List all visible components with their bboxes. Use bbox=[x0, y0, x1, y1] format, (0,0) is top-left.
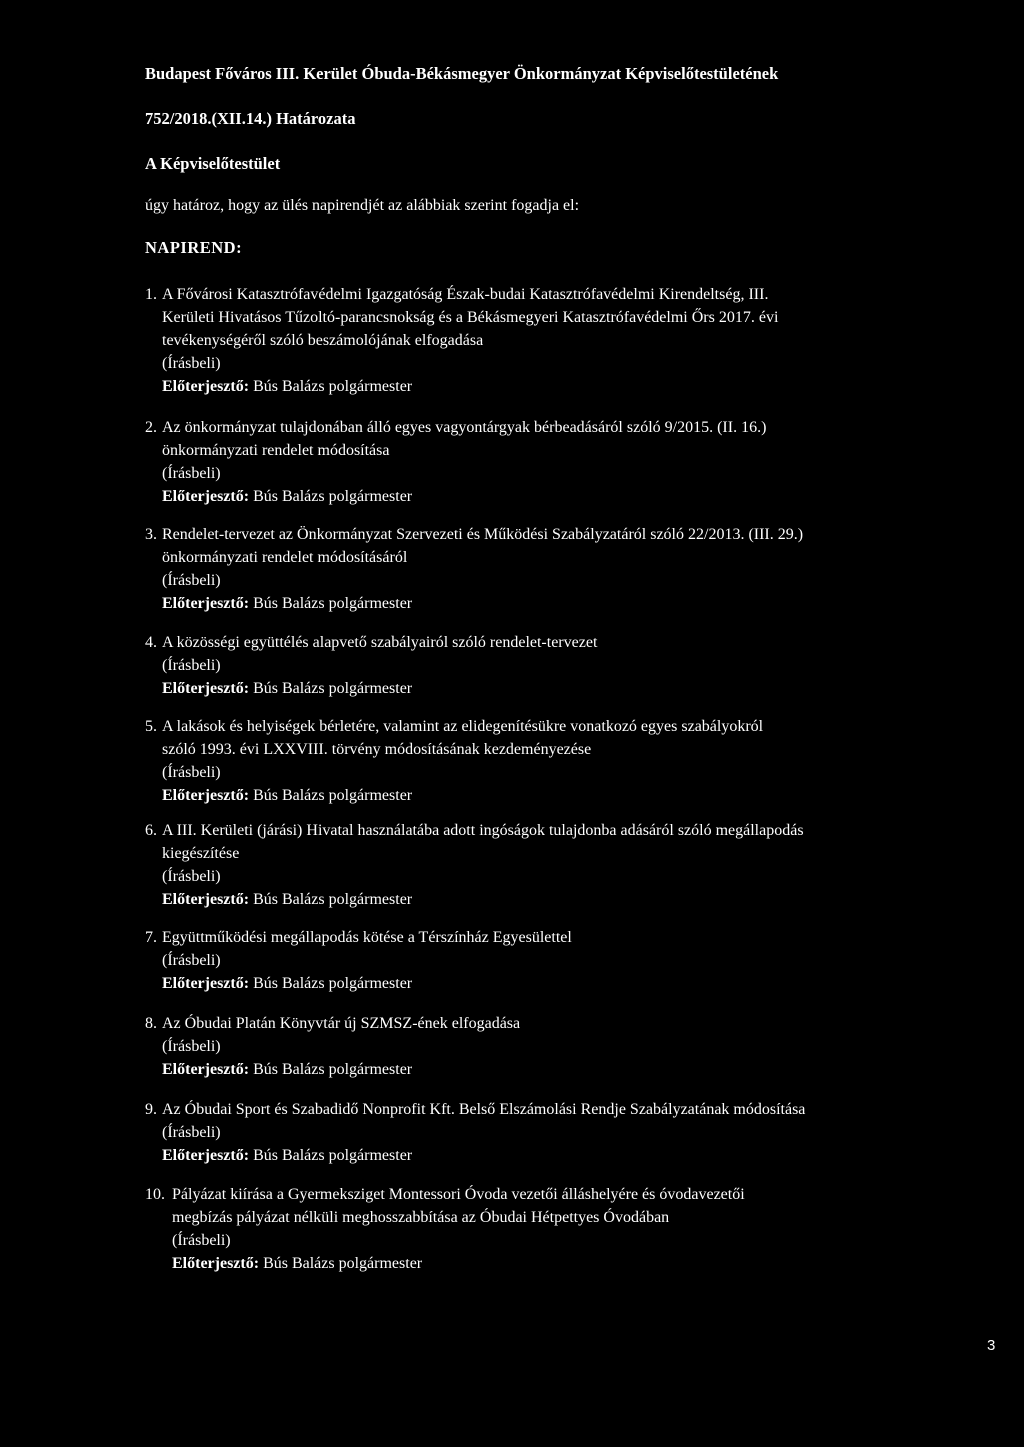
agenda-item-number: 8. bbox=[145, 1015, 157, 1032]
agenda-item-1 bbox=[145, 283, 945, 398]
agenda-item-text: Pályázat kiírása a Gyermeksziget Montessori Óvoda vezetői álláshelyére és óvodavezetői bbox=[172, 1186, 745, 1203]
agenda-item-presenter bbox=[162, 972, 945, 995]
agenda-item-text: A III. Kerületi (járási) Hivatal használatába adott ingóságok tulajdonba adásáról szóló megállapodás bbox=[162, 822, 804, 839]
presenter-label: Előterjesztő: bbox=[162, 378, 250, 395]
agenda-item-9 bbox=[145, 1098, 945, 1167]
agenda-item-10 bbox=[145, 1183, 945, 1275]
presenter-label: Előterjesztő: bbox=[162, 1147, 250, 1164]
agenda-item-number: 1. bbox=[145, 286, 157, 303]
agenda-item-2 bbox=[145, 416, 945, 508]
agenda-item-presenter bbox=[162, 888, 945, 911]
agenda-item-number: 10. bbox=[145, 1186, 165, 1203]
presenter-name: Bús Balázs polgármester bbox=[253, 680, 413, 697]
presenter-name: Bús Balázs polgármester bbox=[253, 1147, 413, 1164]
presenter-name: Bús Balázs polgármester bbox=[253, 488, 413, 505]
presenter-label: Előterjesztő: bbox=[162, 1061, 250, 1078]
agenda-item-text: szóló 1993. évi LXXVIII. törvény módosításának kezdeményezése bbox=[162, 741, 592, 758]
agenda-item-form: (Írásbeli) bbox=[162, 572, 221, 589]
presenter-name: Bús Balázs polgármester bbox=[253, 378, 413, 395]
agenda-item-number: 9. bbox=[145, 1101, 157, 1118]
agenda-item-text: önkormányzati rendelet módosítása bbox=[162, 442, 390, 459]
agenda-item-number: 7. bbox=[145, 929, 157, 946]
agenda-item-text: önkormányzati rendelet módosításáról bbox=[162, 549, 408, 566]
agenda-item-form: (Írásbeli) bbox=[162, 657, 221, 674]
agenda-item-text: A közösségi együttélés alapvető szabályairól szóló rendelet-tervezet bbox=[162, 634, 598, 651]
presenter-name: Bús Balázs polgármester bbox=[253, 595, 413, 612]
agenda-heading: NAPIREND: bbox=[145, 238, 243, 257]
agenda-item-text: Együttműködési megállapodás kötése a Térszínház Egyesülettel bbox=[162, 929, 572, 946]
agenda-item-number: 5. bbox=[145, 718, 157, 735]
agenda-item-presenter bbox=[162, 375, 945, 398]
intro-text: úgy határoz, hogy az ülés napirendjét az alábbiak szerint fogadja el: bbox=[145, 197, 580, 214]
agenda-item-5 bbox=[145, 715, 945, 807]
agenda-item-number: 3. bbox=[145, 526, 157, 543]
agenda-item-form: (Írásbeli) bbox=[162, 764, 221, 781]
presenter-name: Bús Balázs polgármester bbox=[253, 891, 413, 908]
document-title: Budapest Főváros III. Kerület Óbuda-Békásmegyer Önkormányzat Képviselőtestületének bbox=[145, 64, 779, 83]
page-number: 3 bbox=[987, 1337, 996, 1354]
agenda-item-form: (Írásbeli) bbox=[172, 1232, 231, 1249]
presenter-label: Előterjesztő: bbox=[162, 680, 250, 697]
presenter-label: Előterjesztő: bbox=[162, 488, 250, 505]
agenda-item-presenter bbox=[162, 784, 945, 807]
agenda-item-presenter bbox=[162, 1144, 945, 1167]
agenda-item-form: (Írásbeli) bbox=[162, 1124, 221, 1141]
agenda-item-4 bbox=[145, 631, 945, 700]
agenda-item-text: Az Óbudai Sport és Szabadidő Nonprofit Kft. Belső Elszámolási Rendje Szabályzatának módosítása bbox=[162, 1101, 806, 1118]
agenda-item-form: (Írásbeli) bbox=[162, 1038, 221, 1055]
agenda-item-text: megbízás pályázat nélküli meghosszabbítása az Óbudai Hétpettyes Óvodában bbox=[172, 1209, 670, 1226]
agenda-item-text: A lakások és helyiségek bérletére, valamint az elidegenítésükre vonatkozó egyes szabályokról bbox=[162, 718, 764, 735]
agenda-item-8 bbox=[145, 1012, 945, 1081]
presenter-name: Bús Balázs polgármester bbox=[253, 1061, 413, 1078]
agenda-item-text: Az Óbudai Platán Könyvtár új SZMSZ-ének elfogadása bbox=[162, 1015, 521, 1032]
agenda-item-form: (Írásbeli) bbox=[162, 465, 221, 482]
agenda-item-number: 4. bbox=[145, 634, 157, 651]
resolution-number: 752/2018.(XII.14.) Határozata bbox=[145, 109, 356, 128]
presenter-label: Előterjesztő: bbox=[162, 595, 250, 612]
agenda-item-presenter bbox=[172, 1252, 945, 1275]
presenter-name: Bús Balázs polgármester bbox=[263, 1255, 423, 1272]
body-heading: A Képviselőtestület bbox=[145, 154, 281, 173]
agenda-item-presenter bbox=[162, 677, 945, 700]
agenda-item-number: 6. bbox=[145, 822, 157, 839]
agenda-item-text: A Fővárosi Katasztrófavédelmi Igazgatóság Észak-budai Katasztrófavédelmi Kirendeltség, III. bbox=[162, 286, 769, 303]
agenda-item-form: (Írásbeli) bbox=[162, 952, 221, 969]
agenda-item-presenter bbox=[162, 592, 945, 615]
agenda-item-text: Rendelet-tervezet az Önkormányzat Szervezeti és Működési Szabályzatáról szóló 22/2013. (III. 29.) bbox=[162, 526, 804, 543]
agenda-item-presenter bbox=[162, 485, 945, 508]
agenda-item-form: (Írásbeli) bbox=[162, 355, 221, 372]
presenter-name: Bús Balázs polgármester bbox=[253, 975, 413, 992]
agenda-item-form: (Írásbeli) bbox=[162, 868, 221, 885]
agenda-item-text: tevékenységéről szóló beszámolójának elfogadása bbox=[162, 332, 484, 349]
presenter-name: Bús Balázs polgármester bbox=[253, 787, 413, 804]
agenda-item-6 bbox=[145, 819, 945, 911]
agenda-item-number: 2. bbox=[145, 419, 157, 436]
agenda-item-presenter bbox=[162, 1058, 945, 1081]
agenda-item-text: Az önkormányzat tulajdonában álló egyes vagyontárgyak bérbeadásáról szóló 9/2015. (II. 16.) bbox=[162, 419, 767, 436]
presenter-label: Előterjesztő: bbox=[162, 975, 250, 992]
agenda-item-3 bbox=[145, 523, 945, 615]
agenda-item-text: Kerületi Hivatásos Tűzoltó-parancsnokság és a Békásmegyeri Katasztrófavédelmi Őrs 2017. évi bbox=[162, 309, 779, 326]
presenter-label: Előterjesztő: bbox=[162, 787, 250, 804]
presenter-label: Előterjesztő: bbox=[162, 891, 250, 908]
presenter-label: Előterjesztő: bbox=[172, 1255, 260, 1272]
agenda-item-7 bbox=[145, 926, 945, 995]
agenda-item-text: kiegészítése bbox=[162, 845, 240, 862]
